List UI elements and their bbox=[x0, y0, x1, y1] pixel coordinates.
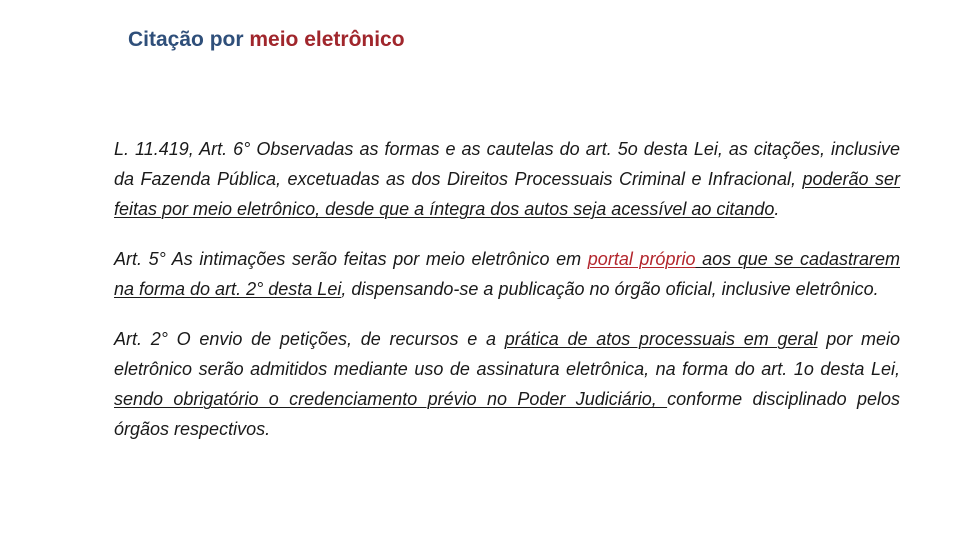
underlined-text-segment: prática de atos processuais em geral bbox=[504, 329, 818, 349]
paragraph-art5 bbox=[114, 244, 900, 304]
slide-body bbox=[114, 134, 900, 444]
text-segment: Art. 2° O envio de petições, de recursos e a bbox=[114, 329, 505, 349]
underlined-text-segment: poderão ser feitas por meio eletrônico, desde que a íntegra dos autos seja acessível ao citando bbox=[114, 169, 900, 219]
text-segment: conforme disciplinado pelos órgãos respectivos. bbox=[114, 389, 900, 439]
text-segment: L. 11.419, Art. 6° Observadas as formas e as cautelas do art. 5o desta Lei, as citações, inclusive da Fazenda Pública, excetuadas as dos Direitos Processuais Criminal e Infracional, bbox=[114, 139, 900, 189]
highlighted-underlined-text-segment: portal próprio bbox=[587, 249, 696, 269]
slide-title bbox=[128, 28, 405, 52]
paragraph-law-11419-art6 bbox=[114, 134, 900, 224]
paragraph-art2 bbox=[114, 324, 900, 444]
text-segment: . bbox=[774, 199, 780, 219]
text-segment: Art. 5° As intimações serão feitas por meio eletrônico em bbox=[114, 249, 588, 269]
underlined-text-segment: aos que se cadastrarem na forma do art. 2° desta Lei bbox=[114, 249, 900, 299]
slide-title-part-b: meio eletrônico bbox=[249, 28, 405, 51]
slide-title-part-a: Citação por bbox=[128, 28, 250, 51]
text-segment: por meio eletrônico serão admitidos mediante uso de assinatura eletrônica, na forma do art. 1o desta Lei, bbox=[114, 329, 900, 379]
text-segment: , dispensando-se a publicação no órgão oficial, inclusive eletrônico. bbox=[341, 279, 879, 299]
underlined-text-segment: sendo obrigatório o credenciamento prévio no Poder Judiciário, bbox=[114, 389, 668, 409]
